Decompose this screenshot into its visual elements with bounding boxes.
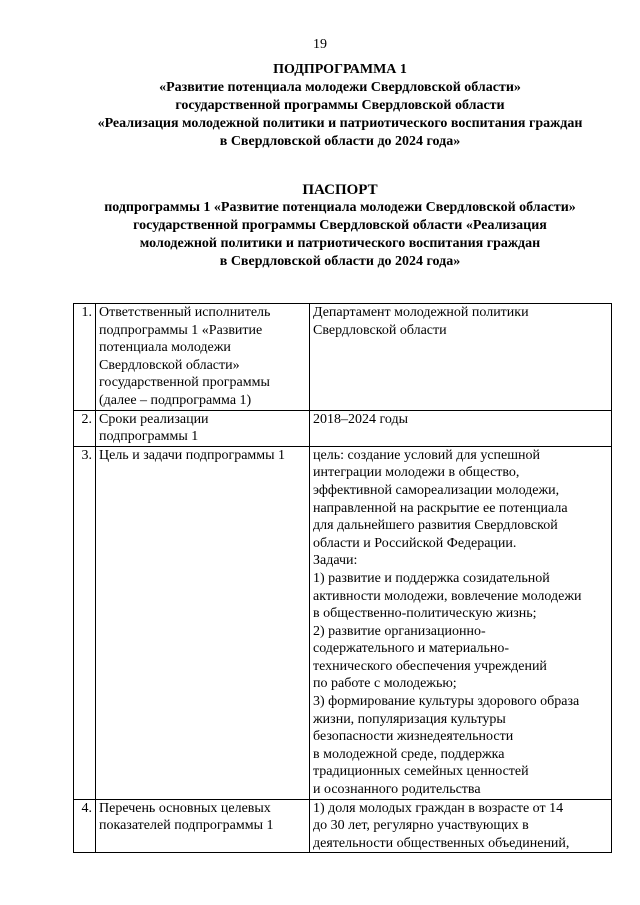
table-row — [74, 304, 612, 411]
passport-table-body — [74, 304, 612, 853]
row-value-line: интеграции молодежи в общество, — [313, 465, 520, 481]
row-value-line: 1) доля молодых граждан в возрасте от 14 — [313, 800, 564, 816]
row-value-line: технического обеспечения учреждений — [313, 658, 547, 674]
subprogram-heading-line: в Свердловской области до 2024 года» — [219, 134, 461, 149]
table-row — [74, 799, 612, 853]
row-label-line: Сроки реализации — [99, 411, 209, 427]
row-label-cell — [96, 410, 310, 446]
table-row — [74, 446, 612, 799]
passport-heading-line: подпрограммы 1 «Развитие потенциала молодежи Свердловской области» — [104, 200, 576, 215]
subprogram-heading-line: государственной программы Свердловской области — [175, 98, 505, 113]
row-value-line: безопасности жизнедеятельности — [313, 729, 514, 745]
row-value-line: содержательного и материально- — [313, 641, 510, 657]
row-label-cell — [96, 304, 310, 411]
row-value-cell — [310, 799, 612, 853]
row-value-line: Задачи: — [313, 553, 358, 569]
row-label-line: (далее – подпрограмма 1) — [99, 392, 252, 408]
row-value-cell — [310, 410, 612, 446]
row-number: 4. — [74, 799, 96, 853]
row-label-cell — [96, 446, 310, 799]
row-value-line: до 30 лет, регулярно участвующих в — [313, 818, 529, 834]
row-value-cell — [310, 304, 612, 411]
row-label-line: Цель и задачи подпрограммы 1 — [99, 447, 286, 463]
row-value-line: Свердловской области — [313, 322, 447, 338]
subprogram-heading-line: «Реализация молодежной политики и патриотического воспитания граждан — [97, 116, 583, 131]
row-label-line: потенциала молодежи — [99, 340, 231, 356]
row-value-line: активности молодежи, вовлечение молодежи — [313, 588, 582, 604]
row-value-line: по работе с молодежью; — [313, 676, 457, 692]
row-value-line: деятельности общественных объединений, — [313, 835, 570, 851]
row-value-line: направленной на раскрытие ее потенциала — [313, 500, 568, 516]
row-number: 2. — [74, 410, 96, 446]
row-value-line: 2018–2024 годы — [313, 411, 409, 427]
row-value-line: и осознанного родительства — [313, 782, 481, 798]
passport-title: ПАСПОРТ — [302, 182, 378, 198]
row-value-line: традиционных семейных ценностей — [313, 764, 529, 780]
row-value-line: 2) развитие организационно- — [313, 623, 486, 639]
row-value-line: эффективной самореализации молодежи, — [313, 482, 560, 498]
subprogram-heading — [60, 61, 620, 151]
row-value-line: в общественно-политическую жизнь; — [313, 606, 537, 622]
row-value-line: 3) формирование культуры здорового образа — [313, 694, 580, 710]
row-number: 3. — [74, 446, 96, 799]
row-value-line: 1) развитие и поддержка созидательной — [313, 570, 550, 586]
row-value-line: области и Российской Федерации. — [313, 535, 517, 551]
row-value-line: жизни, популяризация культуры — [313, 711, 506, 727]
row-label-cell — [96, 799, 310, 853]
subprogram-heading-line: «Развитие потенциала молодежи Свердловской области» — [159, 80, 521, 95]
subprogram-heading-line: ПОДПРОГРАММА 1 — [273, 62, 407, 77]
passport-heading-line: молодежной политики и патриотического воспитания граждан — [139, 236, 541, 251]
row-number: 1. — [74, 304, 96, 411]
row-label-line: Свердловской области» — [99, 357, 240, 373]
passport-heading-line: в Свердловской области до 2024 года» — [219, 254, 461, 269]
row-label-line: государственной программы — [99, 375, 270, 391]
row-value-cell — [310, 446, 612, 799]
row-label-line: показателей подпрограммы 1 — [99, 818, 274, 834]
row-value-line: Департамент молодежной политики — [313, 305, 529, 320]
row-label-line: Перечень основных целевых — [99, 800, 271, 816]
row-value-line: в молодежной среде, поддержка — [313, 746, 505, 762]
row-value-line: цель: создание условий для успешной — [313, 447, 541, 463]
passport-heading — [60, 181, 620, 271]
row-label-line: подпрограммы 1 «Развитие — [99, 322, 263, 338]
passport-table — [73, 303, 612, 853]
row-label-line: Ответственный исполнитель — [99, 305, 271, 320]
passport-heading-line: государственной программы Свердловской области «Реализация — [133, 218, 547, 233]
table-row — [74, 410, 612, 446]
page-number: 19 — [313, 37, 327, 52]
row-label-line: подпрограммы 1 — [99, 429, 199, 445]
row-value-line: для дальнейшего развития Свердловской — [313, 518, 558, 534]
